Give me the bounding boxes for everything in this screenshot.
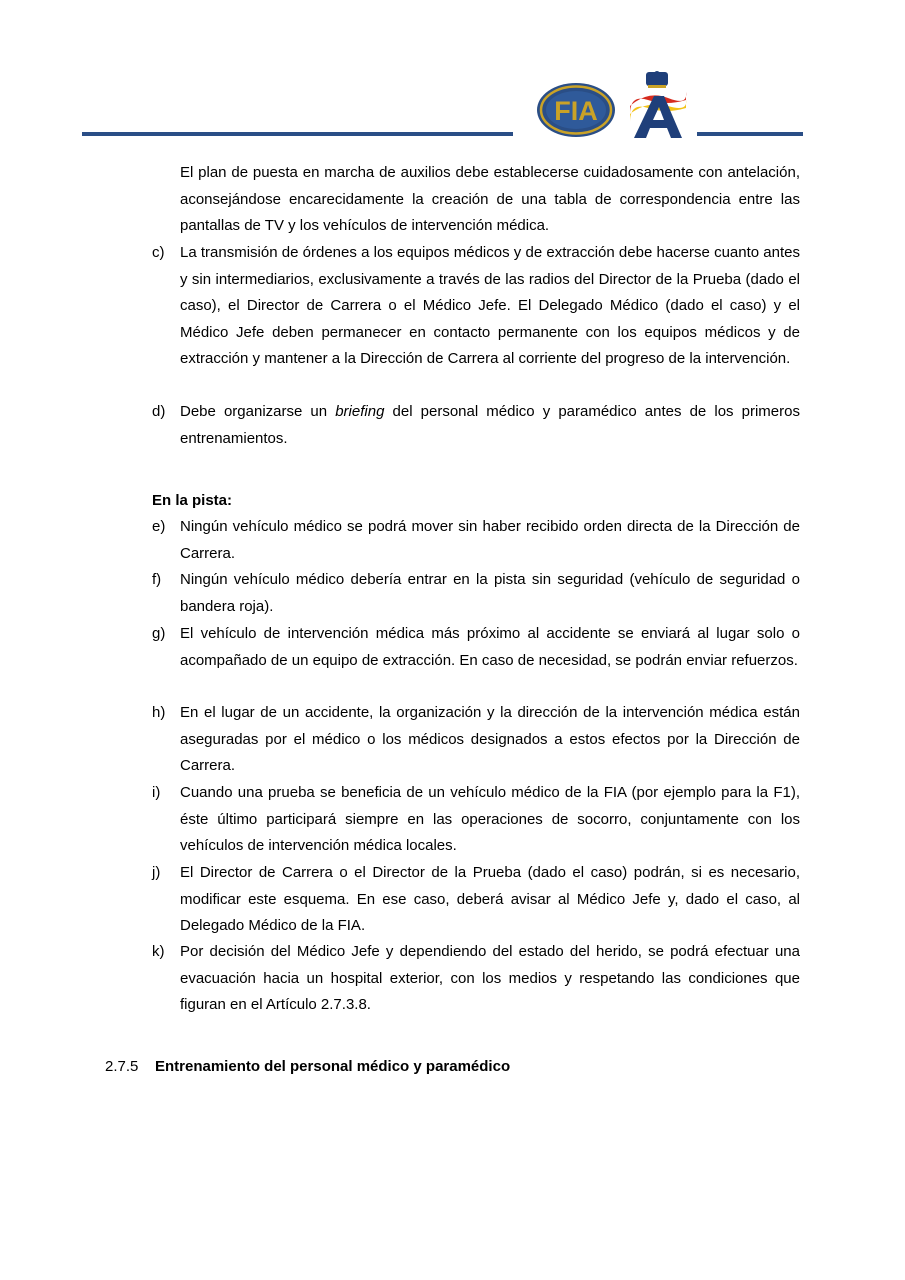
list-item-label: i): [152, 784, 161, 801]
section-number: 2.7.5: [105, 1058, 139, 1075]
list-item-label: e): [152, 518, 166, 535]
header-rule-left: [82, 132, 513, 136]
list-item-text-italic: briefing: [335, 403, 385, 420]
list-item-text: Ningún vehículo médico se podrá mover sin haber recibido orden directa de la Dirección de Carrera.: [180, 518, 800, 562]
list-item-text: El Director de Carrera o el Director de la Prueba (dado el caso) podrán, si es necesario, modificar este esquema. En ese caso, deberá avisar al Médico Jefe y, dado el caso, al Delegado Médico de la FIA.: [180, 864, 800, 934]
fia-logo: [536, 82, 616, 138]
list-item-i: [152, 780, 800, 860]
list-item-d: [152, 399, 800, 452]
svg-text:FIA: FIA: [554, 96, 598, 126]
section-heading: [105, 1054, 510, 1081]
list-item-label: f): [152, 571, 162, 588]
pista-heading: En la pista:: [152, 492, 233, 509]
list-item-text: La transmisión de órdenes a los equipos médicos y de extracción debe hacerse cuanto antes y sin intermediarios, exclusivamente a través de las radios del Director de la Prueba (dado el caso), el Director de Carrera o el Médico Jefe. El Delegado Médico (dado el caso) y el Médico Jefe deben permanecer en contacto permanente con los equipos médicos y de extracción y mantener a la Dirección de Carrera al corriente del progreso de la intervención.: [180, 244, 800, 367]
list-item-text: Por decisión del Médico Jefe y dependiendo del estado del herido, se podrá efectuar una evacuación hacia un hospital exterior, con los medios y respetando las condiciones que figuran en el Artículo 2.7.3.8.: [180, 943, 800, 1013]
list-item-label: h): [152, 704, 166, 721]
section-title: Entrenamiento del personal médico y paramédico: [155, 1058, 511, 1075]
intro-paragraph: [180, 160, 800, 240]
rfea-logo: [624, 70, 690, 140]
list-item-h: [152, 700, 800, 780]
intro-text: El plan de puesta en marcha de auxilios debe establecerse cuidadosamente con antelación, aconsejándose encarecidamente la creación de una tabla de correspondencia entre las pantallas de TV y los vehículos de intervención médica.: [180, 164, 800, 234]
list-item-label: g): [152, 625, 166, 642]
header-rule-right: [697, 132, 803, 136]
list-item-text: En el lugar de un accidente, la organización y la dirección de la intervención médica están aseguradas por el médico o los médicos designados a estos efectos por la Dirección de Carrera.: [180, 704, 800, 774]
list-item-text-part: Debe organizarse un: [180, 403, 336, 420]
list-item-e: [152, 514, 800, 567]
list-item-text: [180, 399, 800, 452]
list-item-label: k): [152, 943, 165, 960]
list-item-label: d): [152, 403, 166, 420]
list-item-text: Cuando una prueba se beneficia de un vehículo médico de la FIA (por ejemplo para la F1), éste último participará siempre en las operaciones de socorro, conjuntamente con los vehículos de intervención médica locales.: [180, 784, 800, 854]
list-item-j: [152, 860, 800, 940]
list-item-label: j): [152, 864, 161, 881]
list-item-f: [152, 567, 800, 620]
list-item-label: c): [152, 244, 165, 261]
list-item-g: [152, 621, 800, 674]
list-item-text: Ningún vehículo médico debería entrar en la pista sin seguridad (vehículo de seguridad o bandera roja).: [180, 571, 800, 615]
list-item-text-part: del personal médico y paramédico antes de los primeros entrenamientos.: [180, 403, 800, 447]
list-item-k: [152, 939, 800, 1019]
list-item-text: El vehículo de intervención médica más próximo al accidente se enviará al lugar solo o acompañado de un equipo de extracción. En caso de necesidad, se podrán enviar refuerzos.: [180, 625, 800, 669]
list-item-c: [152, 240, 800, 373]
